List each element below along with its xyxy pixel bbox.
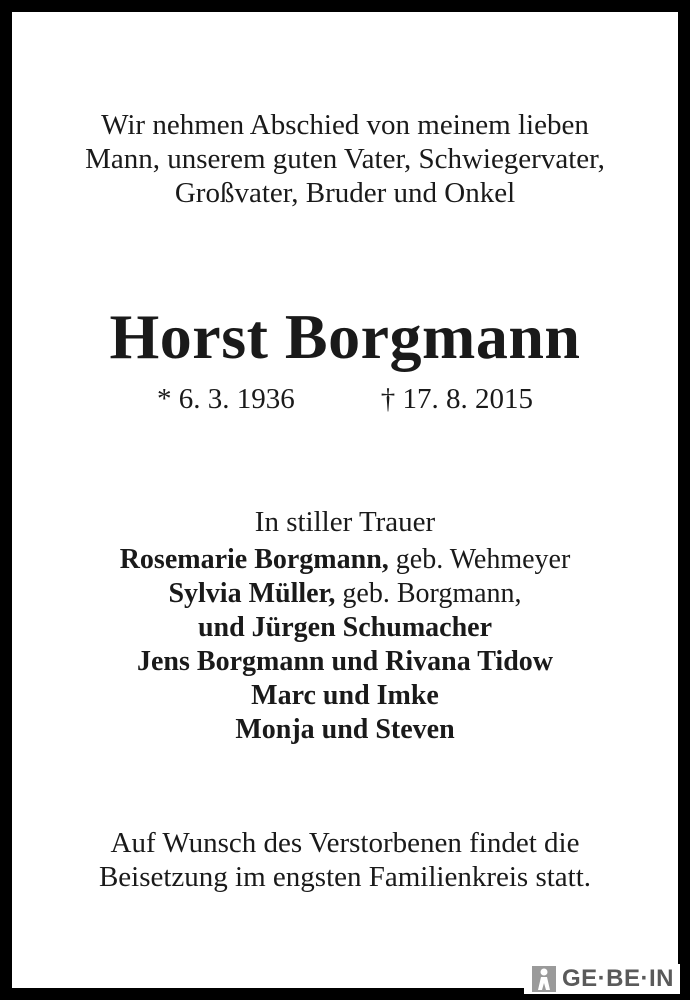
- intro-line: Großvater, Bruder und Onkel: [174, 177, 516, 209]
- family-member-name: Marc und Imke: [251, 680, 439, 711]
- deceased-name: Horst Borgmann: [109, 301, 581, 372]
- family-member-name: und Jürgen Schumacher: [197, 612, 493, 643]
- family-member: [0, 679, 690, 713]
- family-member-name: Monja und Steven: [235, 714, 455, 745]
- gebein-logo: [524, 964, 680, 994]
- intro-line: Mann, unserem guten Vater, Schwiegervater,: [85, 143, 605, 175]
- family-member: [0, 645, 690, 679]
- birth-date: * 6. 3. 1936: [157, 383, 295, 415]
- family-member: [0, 543, 690, 577]
- life-dates: [0, 382, 690, 416]
- family-member: [0, 577, 690, 611]
- family-member-note: geb. Wehmeyer: [388, 544, 571, 575]
- person-icon: [532, 966, 556, 992]
- closing-text: [0, 826, 690, 894]
- intro-line: Wir nehmen Abschied von meinem lieben: [101, 109, 589, 141]
- mourning-heading: In stiller Trauer: [254, 506, 436, 538]
- intro-text: [0, 108, 690, 210]
- family-member-name: Sylvia Müller,: [168, 578, 336, 609]
- family-member-note: geb. Borgmann,: [335, 578, 522, 609]
- closing-line: Auf Wunsch des Verstorbenen findet die: [110, 827, 580, 859]
- logo-text: GE·BE·IN: [562, 965, 674, 992]
- family-member-name: Rosemarie Borgmann,: [119, 544, 389, 575]
- closing-line: Beisetzung im engsten Familienkreis statt.: [98, 861, 592, 893]
- family-member-name: Jens Borgmann und Rivana Tidow: [137, 646, 553, 677]
- family-list: [0, 543, 690, 747]
- death-date: † 17. 8. 2015: [380, 383, 533, 415]
- family-member: [0, 611, 690, 645]
- family-member: [0, 713, 690, 747]
